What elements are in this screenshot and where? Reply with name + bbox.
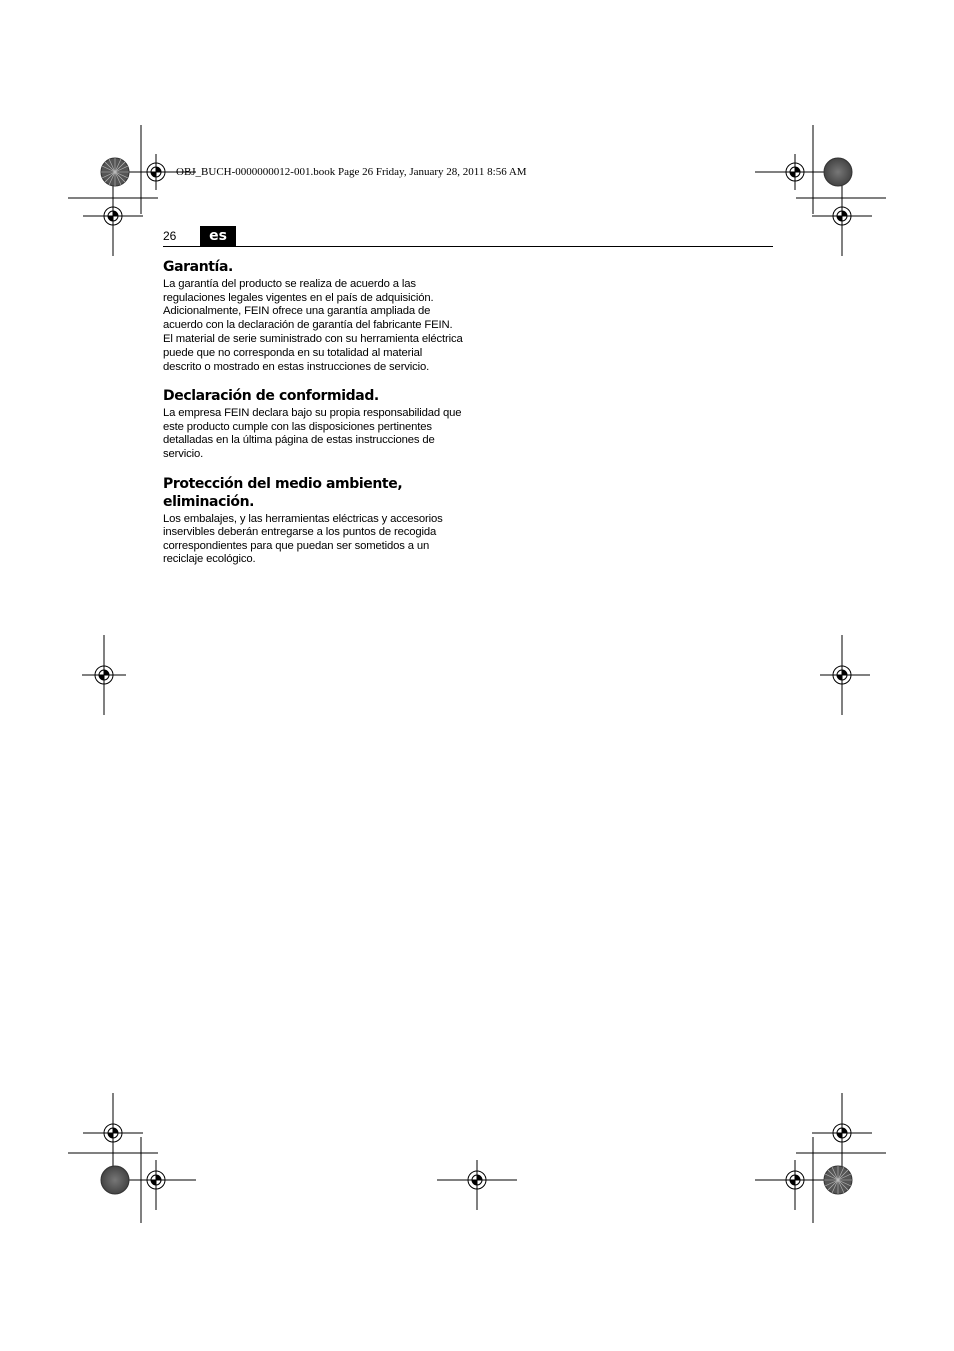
paragraph: Los embalajes, y las herramientas eléctricas y accesorios inservibles deberán entregarse a los puntos de recogida correspondientes para que puedan ser sometidos a un reciclaje ecológico. bbox=[163, 512, 443, 566]
section-environment bbox=[163, 475, 463, 567]
registration-mark-icon bbox=[83, 1093, 143, 1173]
registration-mark-icon bbox=[812, 176, 872, 256]
paragraph: La garantía del producto se realiza de acuerdo a las regulaciones legales vigentes en el país de adquisición. Adicionalmente, FEIN ofrece una garantía ampliada de acuerdo con la declaración de garantía del fabricante FEIN. bbox=[163, 278, 453, 331]
header-rule bbox=[163, 246, 773, 247]
registration-mark-icon bbox=[82, 635, 126, 715]
registration-mark-icon bbox=[437, 1160, 517, 1210]
registration-mark-icon bbox=[83, 176, 143, 256]
section-title: Garantía. bbox=[163, 259, 233, 275]
starburst-disc-icon bbox=[101, 158, 129, 186]
main-content bbox=[163, 258, 463, 580]
dense-disc-icon bbox=[101, 1166, 129, 1194]
registration-mark-icon bbox=[812, 1093, 872, 1173]
section-conformity bbox=[163, 387, 463, 461]
paragraph: El material de serie suministrado con su herramienta eléctrica puede que no corresponda en su totalidad al material descrito o mostrado en estas instrucciones de servicio. bbox=[163, 333, 463, 373]
section-title: Declaración de conformidad. bbox=[163, 388, 379, 405]
section-warranty bbox=[163, 258, 463, 374]
registration-mark-icon bbox=[820, 635, 870, 715]
section-title: Protección del medio ambiente, eliminación. bbox=[163, 475, 403, 510]
page-number: 26 bbox=[163, 229, 177, 243]
book-info-line: OBJ_BUCH-0000000012-001.book Page 26 Friday, January 28, 2011 8:56 AM bbox=[176, 166, 527, 178]
registration-mark-icon bbox=[755, 154, 835, 190]
starburst-disc-icon bbox=[824, 1166, 852, 1194]
language-badge: es bbox=[200, 226, 236, 246]
paragraph: La empresa FEIN declara bajo su propia responsabilidad que este producto cumple con las disposiciones pertinentes detalladas en la última página de estas instrucciones de servicio. bbox=[163, 407, 462, 460]
dense-disc-icon bbox=[824, 158, 852, 186]
registration-mark-icon bbox=[755, 1160, 835, 1210]
